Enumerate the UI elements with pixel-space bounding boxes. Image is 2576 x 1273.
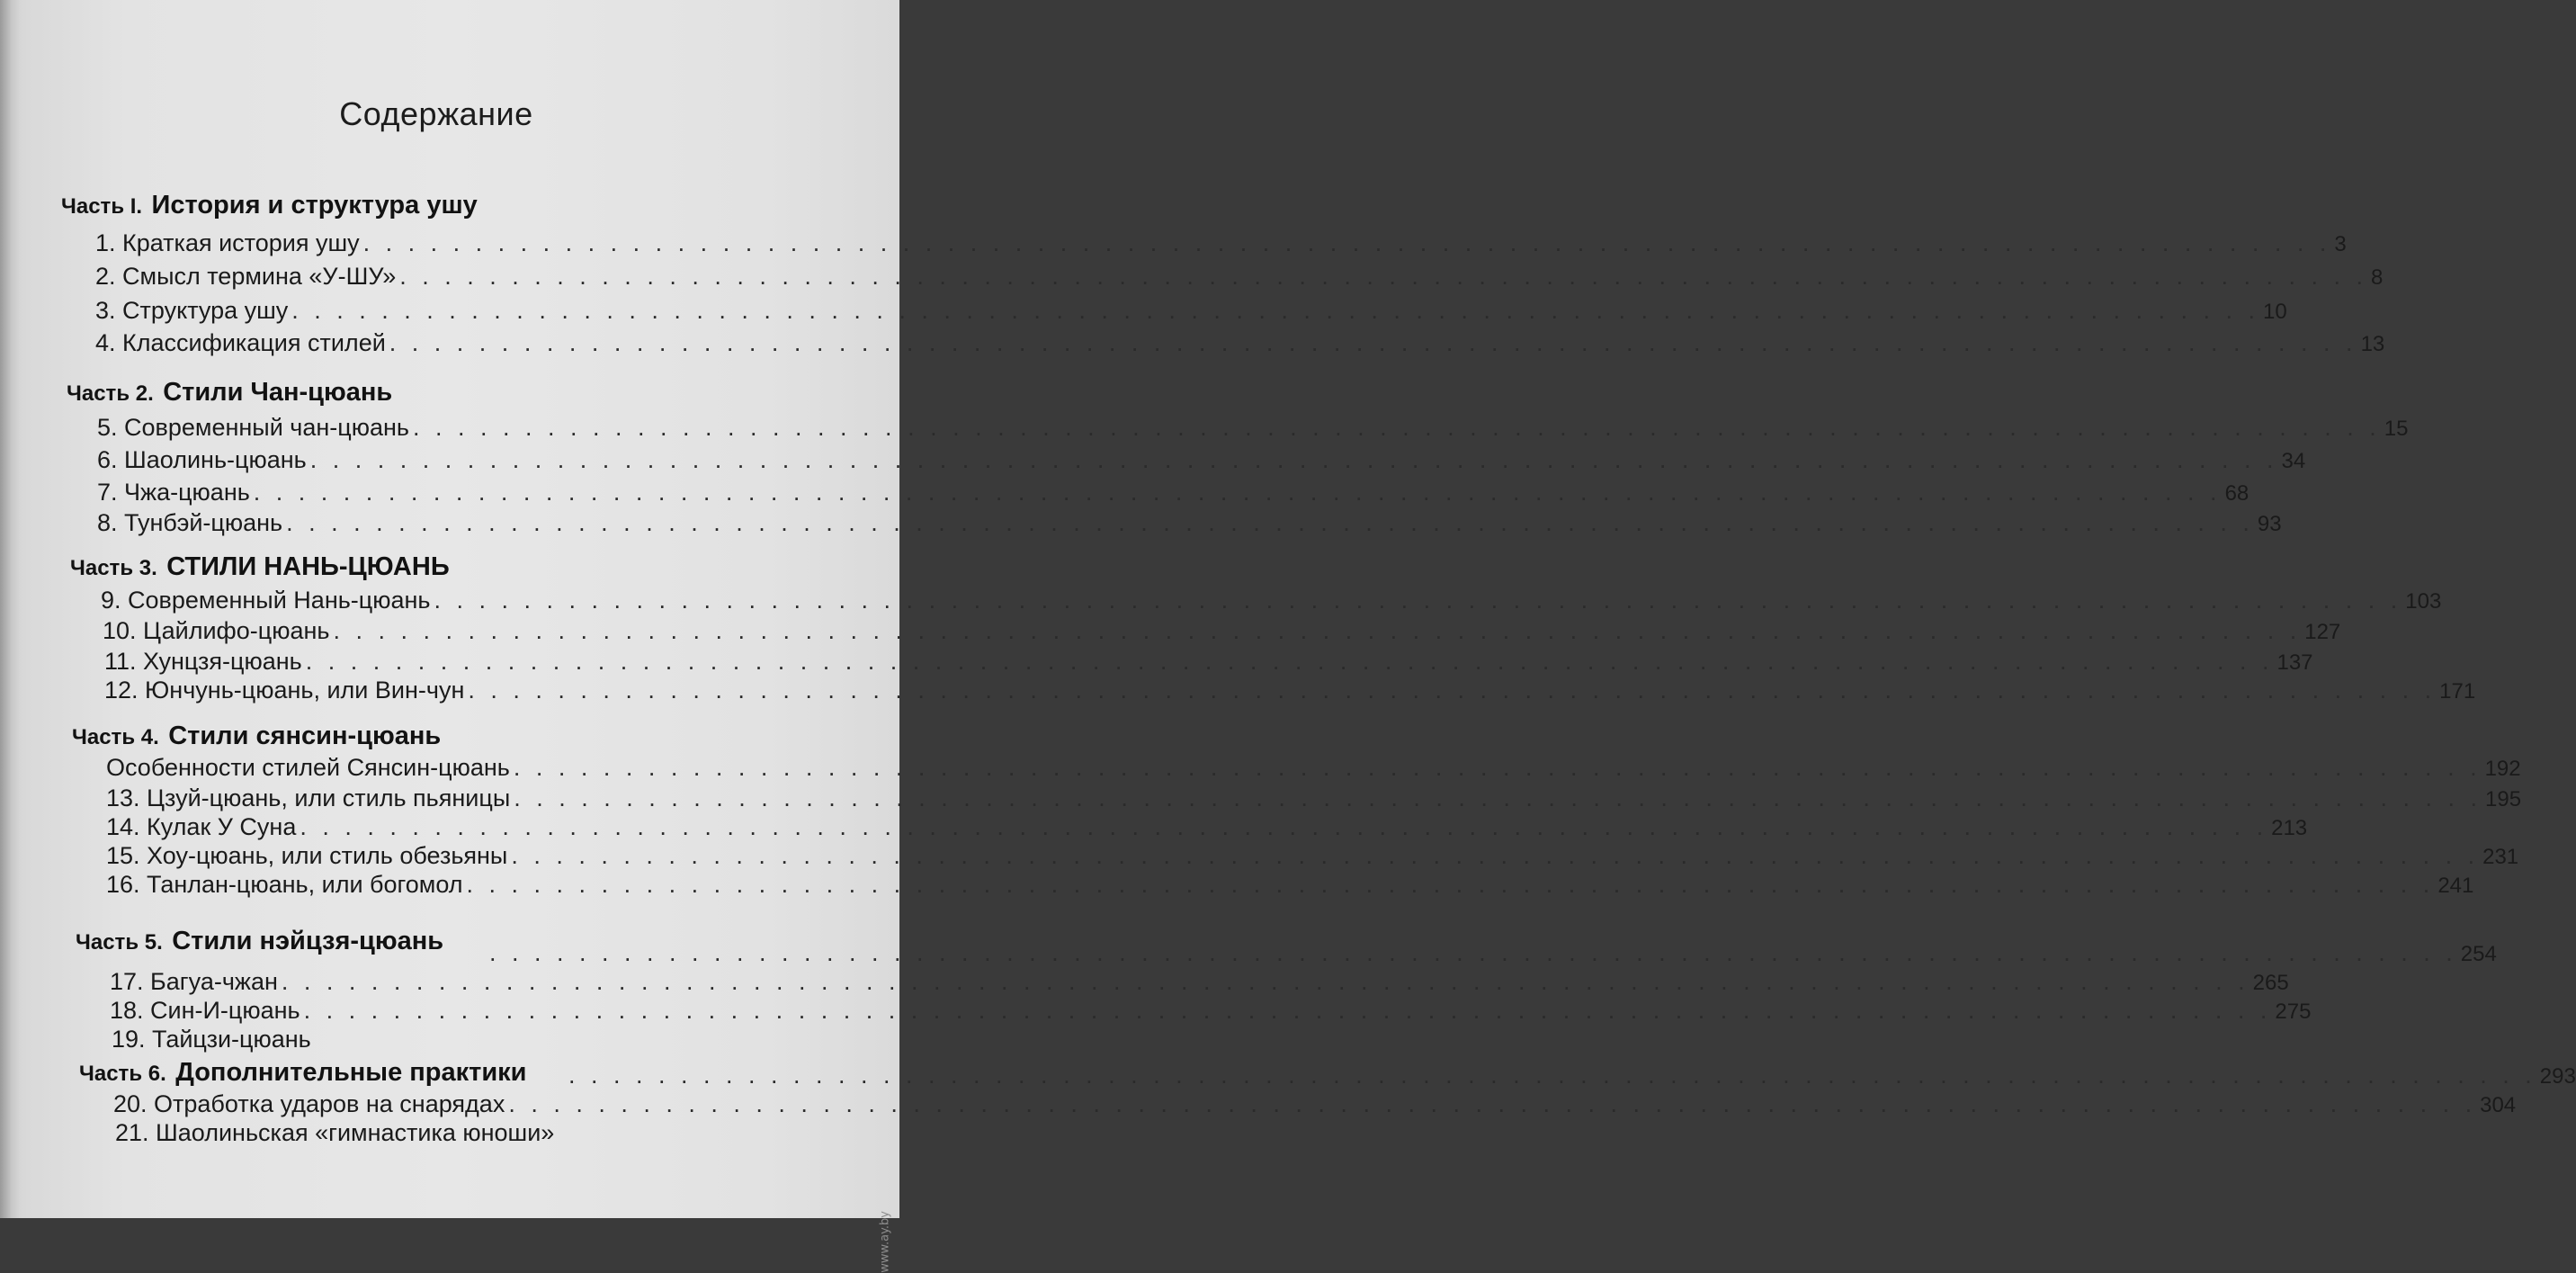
entry-label: 8. Тунбэй-цюань bbox=[97, 509, 283, 536]
entry-page: 3 bbox=[2334, 232, 2347, 256]
entry-page: 171 bbox=[2439, 679, 2476, 704]
part-title: Стили сянсин-цюань bbox=[168, 722, 442, 750]
dot-leader bbox=[489, 939, 2457, 967]
entry-label: 9. Современный Нань-цюань bbox=[101, 587, 431, 614]
toc-entry bbox=[104, 648, 2313, 676]
part-number: Часть 3. bbox=[70, 556, 157, 580]
entry-page: 103 bbox=[2405, 589, 2442, 614]
entry-page: 15 bbox=[2384, 417, 2409, 441]
entry-label: 17. Багуа-чжан bbox=[110, 968, 278, 995]
dot-leader bbox=[514, 784, 2482, 812]
toc-entry bbox=[97, 414, 2409, 442]
part-heading bbox=[70, 552, 450, 582]
toc-entry bbox=[112, 1026, 311, 1053]
part-number: Часть 4. bbox=[72, 725, 159, 749]
part-heading bbox=[76, 927, 443, 956]
dot-leader bbox=[511, 842, 2479, 870]
dot-leader bbox=[286, 509, 2254, 537]
dot-leader bbox=[310, 446, 2278, 474]
toc-entry bbox=[103, 617, 2341, 645]
part-title: Стили Чан-цюань bbox=[163, 378, 393, 407]
dot-leader bbox=[468, 677, 2436, 704]
part-number: Часть I. bbox=[61, 194, 143, 219]
dot-leader bbox=[467, 871, 2435, 899]
entry-label: 18. Син-И-цюань bbox=[110, 997, 300, 1024]
part-number: Часть 6. bbox=[79, 1062, 166, 1086]
dot-leader bbox=[254, 479, 2222, 507]
dot-leader bbox=[389, 329, 2357, 357]
dot-leader bbox=[508, 1090, 2476, 1118]
toc-entry bbox=[101, 587, 2442, 614]
entry-label: 19. Тайцзи-цюань bbox=[112, 1026, 311, 1053]
entry-label: 20. Отработка ударов на снарядах bbox=[113, 1090, 505, 1117]
entry-page: 93 bbox=[2257, 512, 2282, 536]
dot-leader bbox=[434, 587, 2402, 614]
entry-label: 10. Цайлифо-цюань bbox=[103, 617, 330, 644]
watermark-text: www.ay.by bbox=[879, 1211, 892, 1273]
toc-entry bbox=[113, 1090, 2517, 1118]
dot-leader bbox=[568, 1062, 2536, 1089]
entry-label: 3. Структура ушу bbox=[95, 297, 289, 324]
entry-label: 1. Краткая история ушу bbox=[95, 229, 360, 256]
entry-label: 4. Классификация стилей bbox=[95, 329, 386, 356]
toc-entry bbox=[115, 1119, 554, 1147]
entry-page: 137 bbox=[2276, 650, 2313, 675]
toc-entry bbox=[106, 871, 2474, 899]
toc-entry bbox=[97, 509, 2282, 537]
entry-page: 254 bbox=[2460, 942, 2497, 966]
entry-page: 275 bbox=[2275, 1000, 2312, 1024]
toc-entry bbox=[486, 939, 2497, 967]
entry-label: 5. Современный чан-цюань bbox=[97, 414, 409, 441]
dot-leader bbox=[363, 229, 2331, 257]
entry-page: 195 bbox=[2485, 787, 2522, 811]
entry-page: 10 bbox=[2263, 300, 2287, 324]
dot-leader bbox=[300, 813, 2267, 841]
part-heading bbox=[79, 1058, 527, 1088]
entry-page: 127 bbox=[2304, 620, 2341, 644]
entry-label: 13. Цзуй-цюань, или стиль пьяницы bbox=[106, 784, 511, 811]
entry-label: 15. Хоу-цюань, или стиль обезьяны bbox=[106, 842, 508, 869]
dot-leader bbox=[399, 263, 2367, 291]
entry-label: Особенности стилей Сянсин-цюань bbox=[106, 754, 510, 781]
part-heading bbox=[72, 722, 441, 751]
entry-page: 304 bbox=[2480, 1093, 2517, 1117]
entry-label: 7. Чжа-цюань bbox=[97, 479, 250, 506]
toc-entry bbox=[110, 997, 2312, 1025]
dot-leader bbox=[306, 648, 2274, 676]
entry-page: 13 bbox=[2360, 332, 2385, 356]
dot-leader bbox=[514, 754, 2482, 782]
entry-label: 11. Хунцзя-цюань bbox=[104, 648, 302, 675]
part-title: Дополнительные практики bbox=[175, 1058, 527, 1087]
dot-leader bbox=[282, 968, 2250, 996]
entry-page: 68 bbox=[2224, 481, 2250, 506]
dot-leader bbox=[333, 617, 2301, 645]
toc-entry bbox=[110, 968, 2289, 996]
entry-label: 6. Шаолинь-цюань bbox=[97, 446, 307, 473]
toc-entry bbox=[106, 784, 2522, 812]
part-heading bbox=[61, 191, 478, 220]
toc-entry bbox=[95, 229, 2347, 257]
toc-entry bbox=[106, 754, 2521, 782]
entry-label: 21. Шаолиньская «гимнастика юноши» bbox=[115, 1119, 555, 1146]
toc-entry bbox=[97, 479, 2250, 507]
dot-leader bbox=[291, 297, 2259, 325]
entry-page: 241 bbox=[2437, 874, 2474, 898]
entry-page: 213 bbox=[2271, 816, 2308, 840]
toc-entry bbox=[104, 677, 2476, 704]
toc-entry bbox=[97, 446, 2306, 474]
dot-leader bbox=[304, 997, 2272, 1025]
entry-page: 231 bbox=[2482, 845, 2519, 869]
toc-entry bbox=[95, 329, 2385, 357]
entry-label: 12. Юнчунь-цюань, или Вин-чун bbox=[104, 677, 465, 704]
toc-entry bbox=[95, 297, 2287, 325]
entry-label: 16. Танлан-цюань, или богомол bbox=[106, 871, 463, 898]
entry-page: 34 bbox=[2281, 449, 2306, 473]
part-number: Часть 2. bbox=[67, 381, 154, 406]
entry-page: 8 bbox=[2371, 265, 2384, 290]
dot-leader bbox=[413, 414, 2381, 442]
entry-page: 293 bbox=[2539, 1064, 2576, 1089]
entry-label: 14. Кулак У Суна bbox=[106, 813, 297, 840]
part-heading bbox=[67, 378, 392, 408]
part-title: Стили нэйцзя-цюань bbox=[172, 927, 444, 955]
part-number: Часть 5. bbox=[76, 930, 163, 955]
page-title: Содержание bbox=[339, 95, 533, 132]
part-title: История и структура ушу bbox=[151, 191, 478, 220]
toc-entry bbox=[95, 263, 2384, 291]
entry-page: 192 bbox=[2484, 757, 2521, 781]
entry-label: 2. Смысл термина «У-ШУ» bbox=[95, 263, 397, 290]
toc-entry bbox=[106, 813, 2308, 841]
part-title: СТИЛИ НАНЬ-ЦЮАНЬ bbox=[166, 552, 450, 581]
entry-page: 265 bbox=[2252, 971, 2289, 995]
toc-entry bbox=[565, 1062, 2576, 1089]
toc-entry bbox=[106, 842, 2519, 870]
